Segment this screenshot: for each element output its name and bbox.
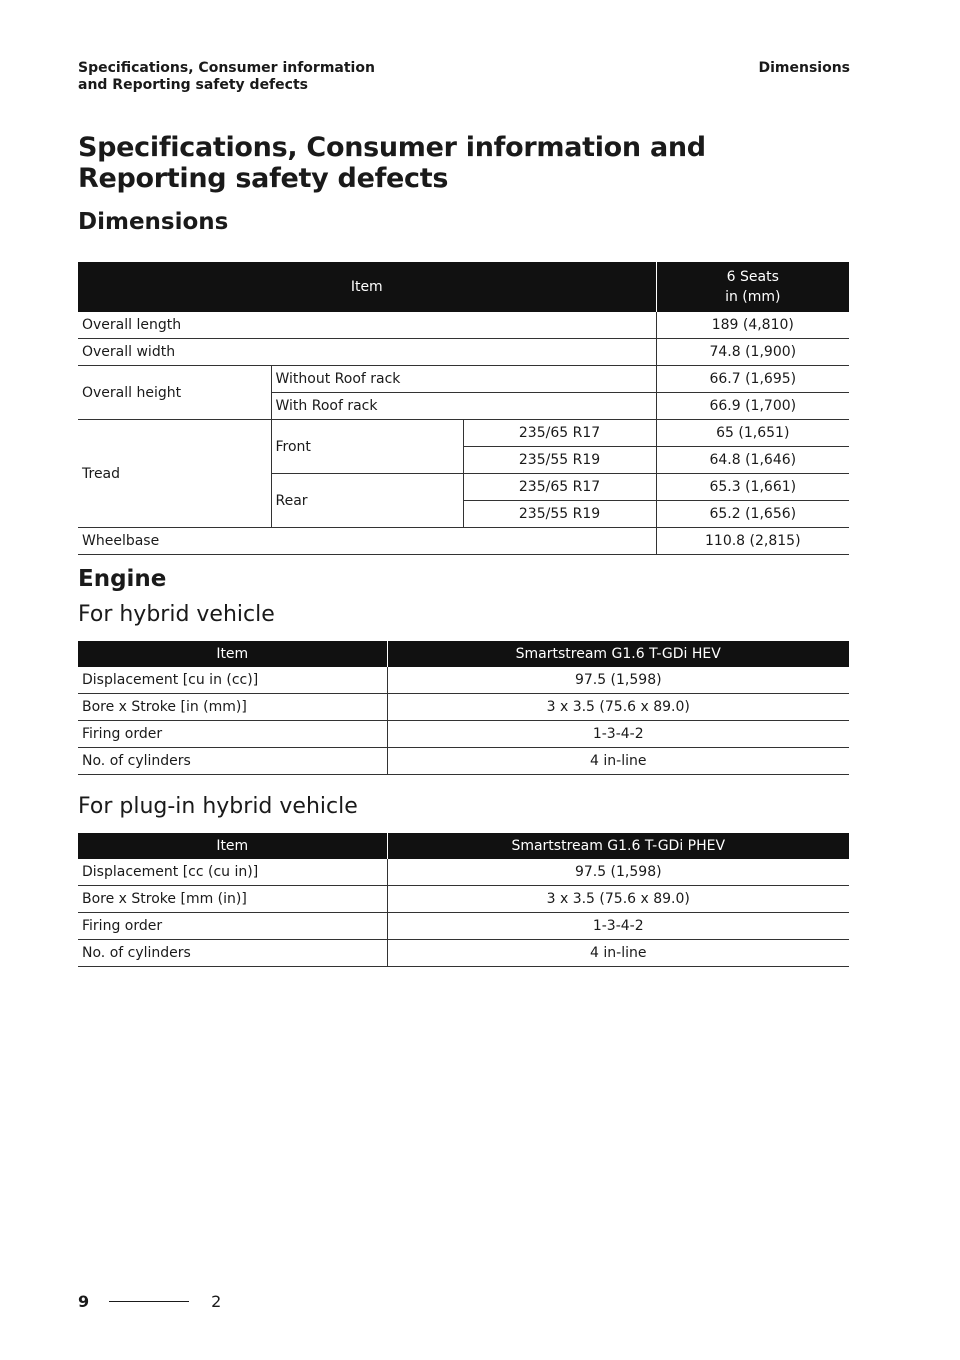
plugin-engine-table [78, 833, 849, 967]
plugin-heading: For plug-in hybrid vehicle [78, 794, 358, 819]
table-row [78, 859, 849, 886]
tread-label: Tread [78, 420, 271, 528]
hybrid-cylinders-label: No. of cylinders [78, 748, 387, 775]
plugin-cylinders-label: No. of cylinders [78, 940, 387, 967]
page-header [78, 60, 850, 94]
hybrid-bore-stroke-label: Bore x Stroke [in (mm)] [78, 694, 387, 721]
table-row [78, 339, 849, 366]
table-row [78, 940, 849, 967]
hybrid-firing-order-value: 1-3-4-2 [387, 721, 849, 748]
tread-front-r17-tire: 235/65 R17 [463, 420, 656, 447]
tread-rear-r17-value: 65.3 (1,661) [656, 474, 849, 501]
hybrid-displacement-value: 97.5 (1,598) [387, 667, 849, 694]
tread-rear-r19-value: 65.2 (1,656) [656, 501, 849, 528]
hybrid-col-value: Smartstream G1.6 T-GDi HEV [387, 641, 849, 667]
wheelbase-value: 110.8 (2,815) [656, 528, 849, 555]
plugin-cylinders-value: 4 in-line [387, 940, 849, 967]
page-title: Specifications, Consumer information and Reporting safety defects [78, 132, 706, 194]
dimensions-col-value-line-1: 6 Seats [726, 269, 779, 285]
plugin-col-value: Smartstream G1.6 T-GDi PHEV [387, 833, 849, 859]
plugin-col-item: Item [78, 833, 387, 859]
hybrid-header-row [78, 641, 849, 667]
table-row [78, 366, 849, 393]
without-roof-rack-value: 66.7 (1,695) [656, 366, 849, 393]
table-row [78, 420, 849, 447]
table-row [78, 312, 849, 339]
dimensions-header-row [78, 262, 849, 312]
footer-divider [109, 1301, 189, 1302]
table-row [78, 886, 849, 913]
plugin-firing-order-label: Firing order [78, 913, 387, 940]
page-sub-number: 2 [211, 1292, 222, 1311]
dimensions-col-item: Item [78, 262, 656, 312]
hybrid-cylinders-value: 4 in-line [387, 748, 849, 775]
dimensions-col-value-line-2: in (mm) [725, 289, 781, 305]
with-roof-rack-label: With Roof rack [271, 393, 656, 420]
hybrid-engine-table [78, 641, 849, 775]
plugin-displacement-value: 97.5 (1,598) [387, 859, 849, 886]
tread-front-r17-value: 65 (1,651) [656, 420, 849, 447]
wheelbase-label: Wheelbase [78, 528, 656, 555]
overall-height-label: Overall height [78, 366, 271, 420]
table-row [78, 913, 849, 940]
header-title-line-2: and Reporting safety defects [78, 77, 308, 93]
tread-rear-label: Rear [271, 474, 463, 528]
table-row [78, 721, 849, 748]
plugin-bore-stroke-value: 3 x 3.5 (75.6 x 89.0) [387, 886, 849, 913]
table-row [78, 694, 849, 721]
overall-length-label: Overall length [78, 312, 656, 339]
hybrid-bore-stroke-value: 3 x 3.5 (75.6 x 89.0) [387, 694, 849, 721]
page-content [78, 132, 849, 967]
tread-rear-r17-tire: 235/65 R17 [463, 474, 656, 501]
page-number: 9 [78, 1292, 90, 1311]
overall-width-label: Overall width [78, 339, 656, 366]
dimensions-table [78, 262, 849, 555]
tread-rear-r19-tire: 235/55 R19 [463, 501, 656, 528]
page-footer [78, 1292, 221, 1311]
overall-width-value: 74.8 (1,900) [656, 339, 849, 366]
plugin-bore-stroke-label: Bore x Stroke [mm (in)] [78, 886, 387, 913]
hybrid-displacement-label: Displacement [cu in (cc)] [78, 667, 387, 694]
header-section-title [78, 60, 375, 94]
table-row [78, 528, 849, 555]
plugin-header-row [78, 833, 849, 859]
tread-front-r19-value: 64.8 (1,646) [656, 447, 849, 474]
overall-length-value: 189 (4,810) [656, 312, 849, 339]
tread-front-label: Front [271, 420, 463, 474]
plugin-displacement-label: Displacement [cc (cu in)] [78, 859, 387, 886]
header-chapter: Dimensions [758, 60, 850, 76]
table-row [78, 748, 849, 775]
dimensions-col-value [656, 262, 849, 312]
hybrid-firing-order-label: Firing order [78, 721, 387, 748]
dimensions-heading: Dimensions [78, 209, 229, 235]
without-roof-rack-label: Without Roof rack [271, 366, 656, 393]
table-row [78, 667, 849, 694]
plugin-firing-order-value: 1-3-4-2 [387, 913, 849, 940]
tread-front-r19-tire: 235/55 R19 [463, 447, 656, 474]
header-title-line-1: Specifications, Consumer information [78, 60, 375, 76]
engine-heading: Engine [78, 566, 167, 592]
with-roof-rack-value: 66.9 (1,700) [656, 393, 849, 420]
hybrid-col-item: Item [78, 641, 387, 667]
hybrid-heading: For hybrid vehicle [78, 602, 275, 627]
